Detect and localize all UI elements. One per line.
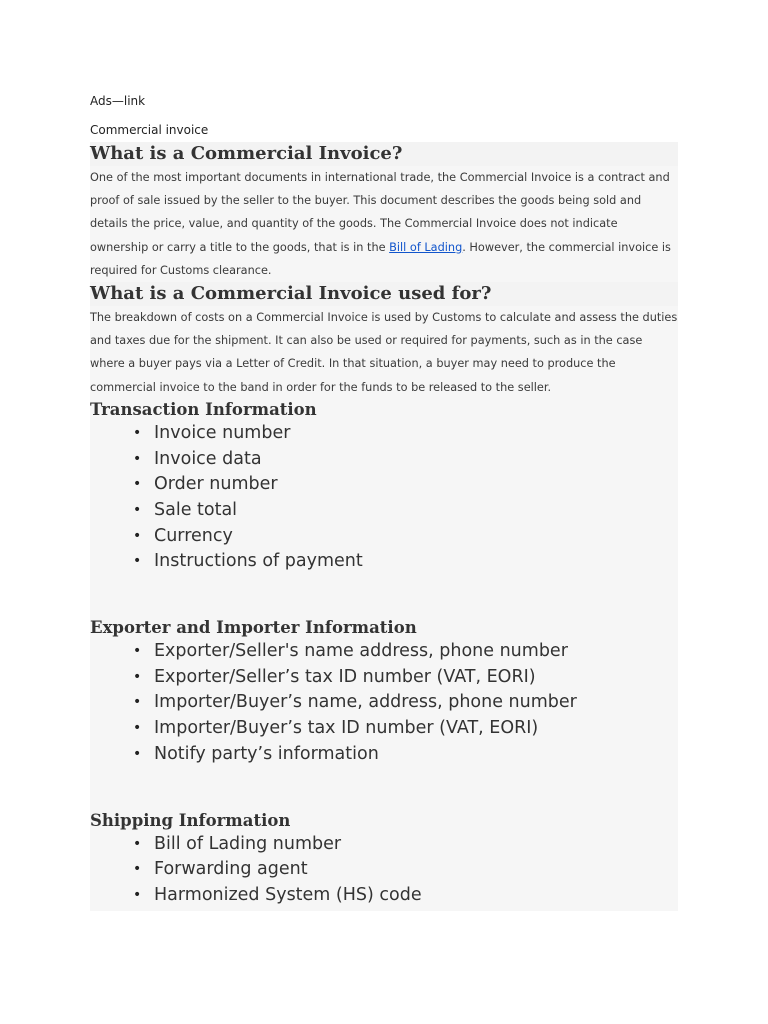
bullet-icon: • <box>133 668 142 685</box>
bullet-icon: • <box>133 694 142 711</box>
list-item <box>130 421 678 447</box>
list-item <box>130 498 678 524</box>
list-item-text: Currency <box>154 525 233 546</box>
list-item-text: Instructions of payment <box>154 551 363 572</box>
list-item <box>130 690 678 716</box>
list-item <box>130 524 678 550</box>
transaction-list <box>90 421 678 575</box>
list-item <box>130 665 678 691</box>
list-item-text: Harmonized System (HS) code <box>154 884 422 905</box>
bullet-icon: • <box>133 861 142 878</box>
bullet-icon: • <box>133 643 142 660</box>
bullet-icon: • <box>133 424 142 441</box>
bill-of-lading-link[interactable]: Bill of Lading <box>389 240 463 254</box>
heading-used-for: What is a Commercial Invoice used for? <box>90 282 678 306</box>
bullet-icon: • <box>133 720 142 737</box>
list-item-text: Sale total <box>154 499 238 520</box>
heading-exporter-importer-information: Exporter and Importer Information <box>90 618 417 638</box>
ads-link-label: Ads—link <box>90 94 146 108</box>
parties-list <box>90 639 678 768</box>
list-item-text: Forwarding agent <box>154 859 308 880</box>
list-item <box>130 883 678 909</box>
list-item <box>130 716 678 742</box>
bullet-icon: • <box>133 501 142 518</box>
heading-shipping-information: Shipping Information <box>90 810 291 830</box>
list-item <box>130 832 678 858</box>
document-content <box>90 142 678 911</box>
paragraph-what-is <box>90 166 678 282</box>
list-item-text: Invoice number <box>154 422 291 443</box>
list-item-text: Notify party’s information <box>154 743 379 764</box>
paragraph-used-for: The breakdown of costs on a Commercial Invoice is used by Customs to calculate and assess the duties and taxes due for the shipment. It can also be used or required for payments, such as in the case where a buyer pays via a Letter of Credit. In that situation, a buyer may need to produce the commercial invoice to the band in order for the funds to be released to the seller. <box>90 311 678 394</box>
bullet-icon: • <box>133 745 142 762</box>
list-item <box>130 857 678 883</box>
list-item <box>130 549 678 575</box>
section-spacer <box>90 768 678 810</box>
heading-what-is: What is a Commercial Invoice? <box>90 142 678 166</box>
shipping-list <box>90 832 678 909</box>
paragraph-what-is-text-1: One of the most important documents in international trade, the Commercial Invoice is a contract and proof of sale issued by the seller to the buyer. This document describes the goods being sold and details the price, value, and quantity of the goods. The Commercial Invoice does not indicate ownership or carry a title to the goods, that is in the <box>90 171 670 254</box>
section-spacer <box>90 575 678 617</box>
bullet-icon: • <box>133 835 142 852</box>
document-title: Commercial invoice <box>90 123 209 137</box>
document-page <box>90 92 678 911</box>
paragraph-what-is-text-2: . However, the commercial invoice is required for Customs clearance. <box>90 240 671 277</box>
list-item <box>130 742 678 768</box>
list-item-text: Invoice data <box>154 448 262 469</box>
list-item-text: Importer/Buyer’s tax ID number (VAT, EORI) <box>154 718 539 739</box>
list-item <box>130 447 678 473</box>
list-item <box>130 639 678 665</box>
list-item-text: Order number <box>154 474 278 495</box>
list-item-text: Exporter/Seller’s tax ID number (VAT, EORI) <box>154 666 536 687</box>
heading-transaction-information: Transaction Information <box>90 399 317 419</box>
bullet-icon: • <box>133 476 142 493</box>
list-item-text: Importer/Buyer’s name, address, phone number <box>154 692 577 713</box>
bullet-icon: • <box>133 886 142 903</box>
bullet-icon: • <box>133 527 142 544</box>
list-item-text: Bill of Lading number <box>154 833 342 854</box>
list-item <box>130 472 678 498</box>
bullet-icon: • <box>133 553 142 570</box>
list-item-text: Exporter/Seller's name address, phone number <box>154 641 568 662</box>
bullet-icon: • <box>133 450 142 467</box>
